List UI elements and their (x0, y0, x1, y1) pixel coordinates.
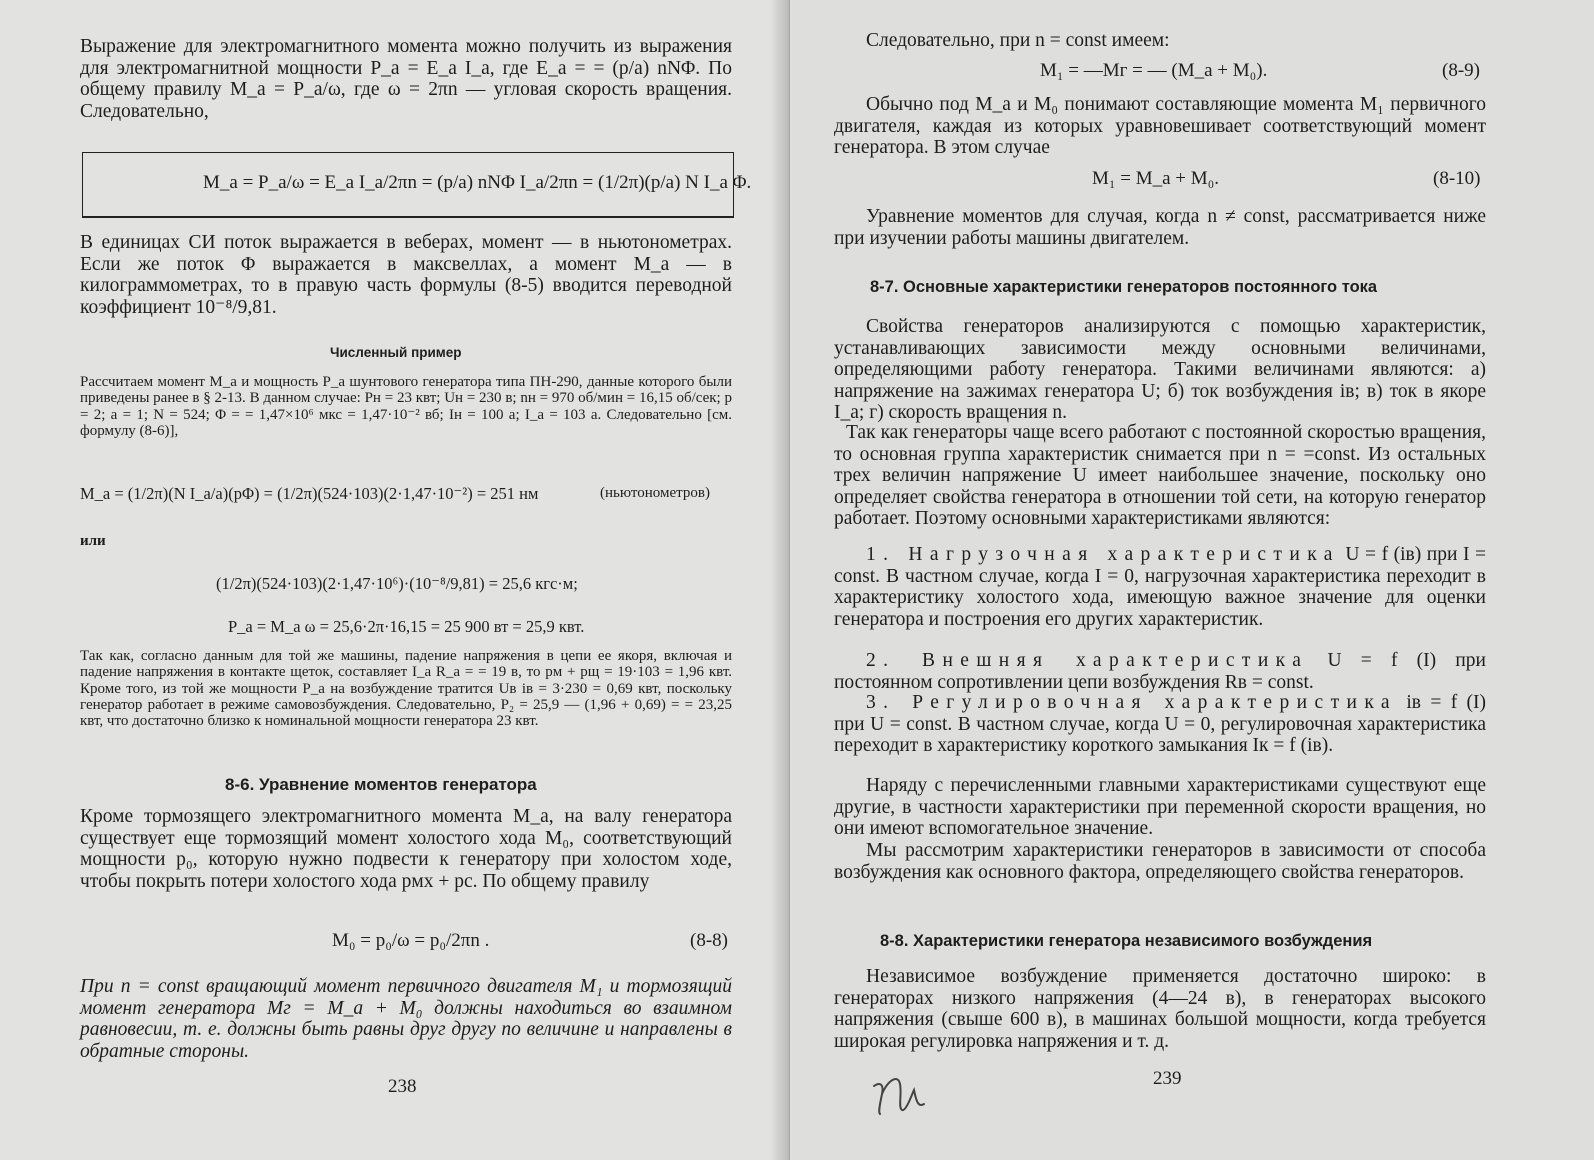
handwritten-mark (868, 1064, 938, 1120)
example-formula-2: (1/2π)(524·103)(2·1,47·10⁶)·(10⁻⁸/9,81) = 25,6 кгс·м; (216, 574, 578, 593)
intro-paragraph: Выражение для электромагнитного момента можно получить из выражения для электромагнитной мощности P_a = E_a I_a, где E_a = = (p/a) nNΦ. По общему правилу M_a = P_a/ω, где ω = 2πn — угловая скорость вращения. Следовательно, (80, 36, 732, 122)
section-87-p3: Наряду с перечисленными главными характеристиками существуют еще другие, в частности характеристики при переменной скорости вращения, но они имеют вспомогательное значение. (834, 775, 1486, 839)
example-conclusion: Так как, согласно данным для той же машины, падение напряжения в цепи ее якоря, включая и падение напряжения в контакте щеток, составляет I_a R_a = = 19 в, то pм + pщ = 19·103 = 1,96 квт. Кроме того, из той же мощности P_a на возбуждение тратится Uв iв = 3·230 = 0,69 квт, поскольку генератор работает в режиме самовозбуждения. Следовательно, P₂ = 25,9 — (1,96 + 0,69) = = 23,25 квт, что достаточно близко к номинальной мощности генератора 23 квт. (80, 648, 732, 730)
example-formula-1-note: (ньютонометров) (600, 485, 710, 501)
section-87-title: 8-7. Основные характеристики генераторов постоянного тока (870, 278, 1378, 296)
item-1-term: 1. Нагрузочная характеристика (866, 544, 1340, 565)
or-word: или (80, 533, 106, 549)
item-1-rest: U = f (iв) при I = const. В частном случае, когда I = 0, нагрузочная характеристика переходит в характеристику холостого хода, имеющую важное значение для оценки генератора и построения его других характеристик. (834, 544, 1486, 630)
item-3-rest: iв = f (I) при U = const. В частном случае, когда U = 0, регулировочная характеристика переходит в характеристику короткого замыкания Iк = f (iв). (834, 692, 1487, 756)
boxed-formula: M_a = P_a/ω = E_a I_a/2πn = (p/a) nNΦ I_a/2πn = (1/2π)(p/a) N I_a Φ. (203, 172, 752, 193)
characteristic-item-3 (834, 692, 1486, 757)
right-page (790, 0, 1594, 1160)
formula-8-8: M₀ = p₀/ω = p₀/2πn . (332, 930, 490, 951)
italic-paragraph: При n = const вращающий момент первичного двигателя M₁ и тормозящий момент генератора Mг = M_a + M₀ должны находиться во взаимном равновесии, т. е. должны быть равны друг другу по величине и направлены в обратные стороны. (80, 976, 732, 1062)
section-88-p1: Независимое возбуждение применяется достаточно широко: в генераторах низкого напряжения (4—24 в), в генераторах высокого напряжения (свыше 600 в), в машинах большой мощности, когда требуется широкая регулировка напряжения и т. д. (834, 966, 1486, 1052)
page-number-right: 239 (1153, 1068, 1182, 1089)
section-87-p2: Так как генераторы чаще всего работают с постоянной скоростью вращения, то основная группа характеристик снимается при n = =const. Из остальных трех величин напряжение U имеет наибольшее значение, поскольку оно определяет свойства генератора в отношении той сети, на которую генератор работает. Поэтому основными характеристиками являются: (834, 422, 1486, 529)
formula-8-10: M₁ = M_a + M₀. (1092, 168, 1220, 189)
boxed-formula-frame (82, 152, 752, 218)
item-2-term: 2. Внешняя характеристика (866, 650, 1309, 671)
example-paragraph: Рассчитаем момент M_a и мощность P_a шунтового генератора типа ПН-290, данные которого были приведены ранее в § 2-13. В данном случае: Pн = 23 квт; Uн = 230 в; nн = 970 об/мин = 16,15 об/сек; p = 2; a = 1; N = 524; Φ = = 1,47×10⁶ мкс = 1,47·10⁻² вб; Iн = 100 а; I_a = 103 а. Следовательно [см. формулу (8-6)], (80, 374, 732, 439)
characteristic-item-2 (834, 650, 1486, 693)
example-formula-1: M_a = (1/2π)(N I_a/a)(pΦ) = (1/2π)(524·103)(2·1,47·10⁻²) = 251 нм (80, 484, 539, 503)
right-paragraph-1: Обычно под M_a и M₀ понимают составляющие момента M₁ первичного двигателя, каждая из которых уравновешивает соответствующий момент генератора. В этом случае (834, 94, 1486, 158)
item-2-rest: U = f (I) при постоянном сопротивлении цепи возбуждения Rв = const. (834, 650, 1486, 693)
example-formula-3: P_a = M_a ω = 25,6·2π·16,15 = 25 900 вт = 25,9 квт. (228, 617, 585, 636)
right-paragraph-2: Уравнение моментов для случая, когда n ≠ const, рассматривается ниже при изучении работы машины двигателем. (834, 206, 1486, 249)
formula-8-10-number: (8-10) (1433, 168, 1481, 189)
section-86-paragraph: Кроме тормозящего электромагнитного момента M_a, на валу генератора существует еще тормозящий момент холостого хода M₀, соответствующий мощности p₀, которую нужно подвести к генератору при холостом ходе, чтобы покрыть потери холостого хода pмх + pс. По общему правилу (80, 806, 732, 892)
page-number-left: 238 (388, 1076, 417, 1097)
formula-8-8-number: (8-8) (690, 930, 728, 951)
section-87-p4: Мы рассмотрим характеристики генераторов в зависимости от способа возбуждения как основного фактора, определяющего свойства генераторов. (834, 840, 1486, 883)
formula-8-9-number: (8-9) (1442, 60, 1480, 81)
item-3-term: 3. Регулировочная характеристика (866, 692, 1398, 713)
right-intro-line: Следовательно, при n = const имеем: (866, 30, 1170, 51)
left-page (0, 0, 790, 1160)
units-paragraph: В единицах СИ поток выражается в веберах, момент — в ньютонометрах. Если же поток Φ выражается в максвеллах, а момент M_a — в килограммометрах, то в правую часть формулы (8-5) вводится переводной коэффициент 10⁻⁸/9,81. (80, 232, 732, 318)
section-87-p1: Свойства генераторов анализируются с помощью характеристик, устанавливающих зависимости между основными величинами, определяющими работу генератора. Такими величинами являются: а) напряжение на зажимах генератора U; б) ток возбуждения iв; в) ток в якоре I_a; г) скорость вращения n. (834, 316, 1486, 423)
section-86-title: 8-6. Уравнение моментов генератора (225, 775, 537, 794)
formula-8-9: M₁ = —Mг = — (M_a + M₀). (1040, 60, 1268, 81)
example-title: Численный пример (330, 345, 462, 360)
section-88-title: 8-8. Характеристики генератора независимого возбуждения (880, 932, 1373, 950)
characteristic-item-1 (834, 544, 1486, 630)
